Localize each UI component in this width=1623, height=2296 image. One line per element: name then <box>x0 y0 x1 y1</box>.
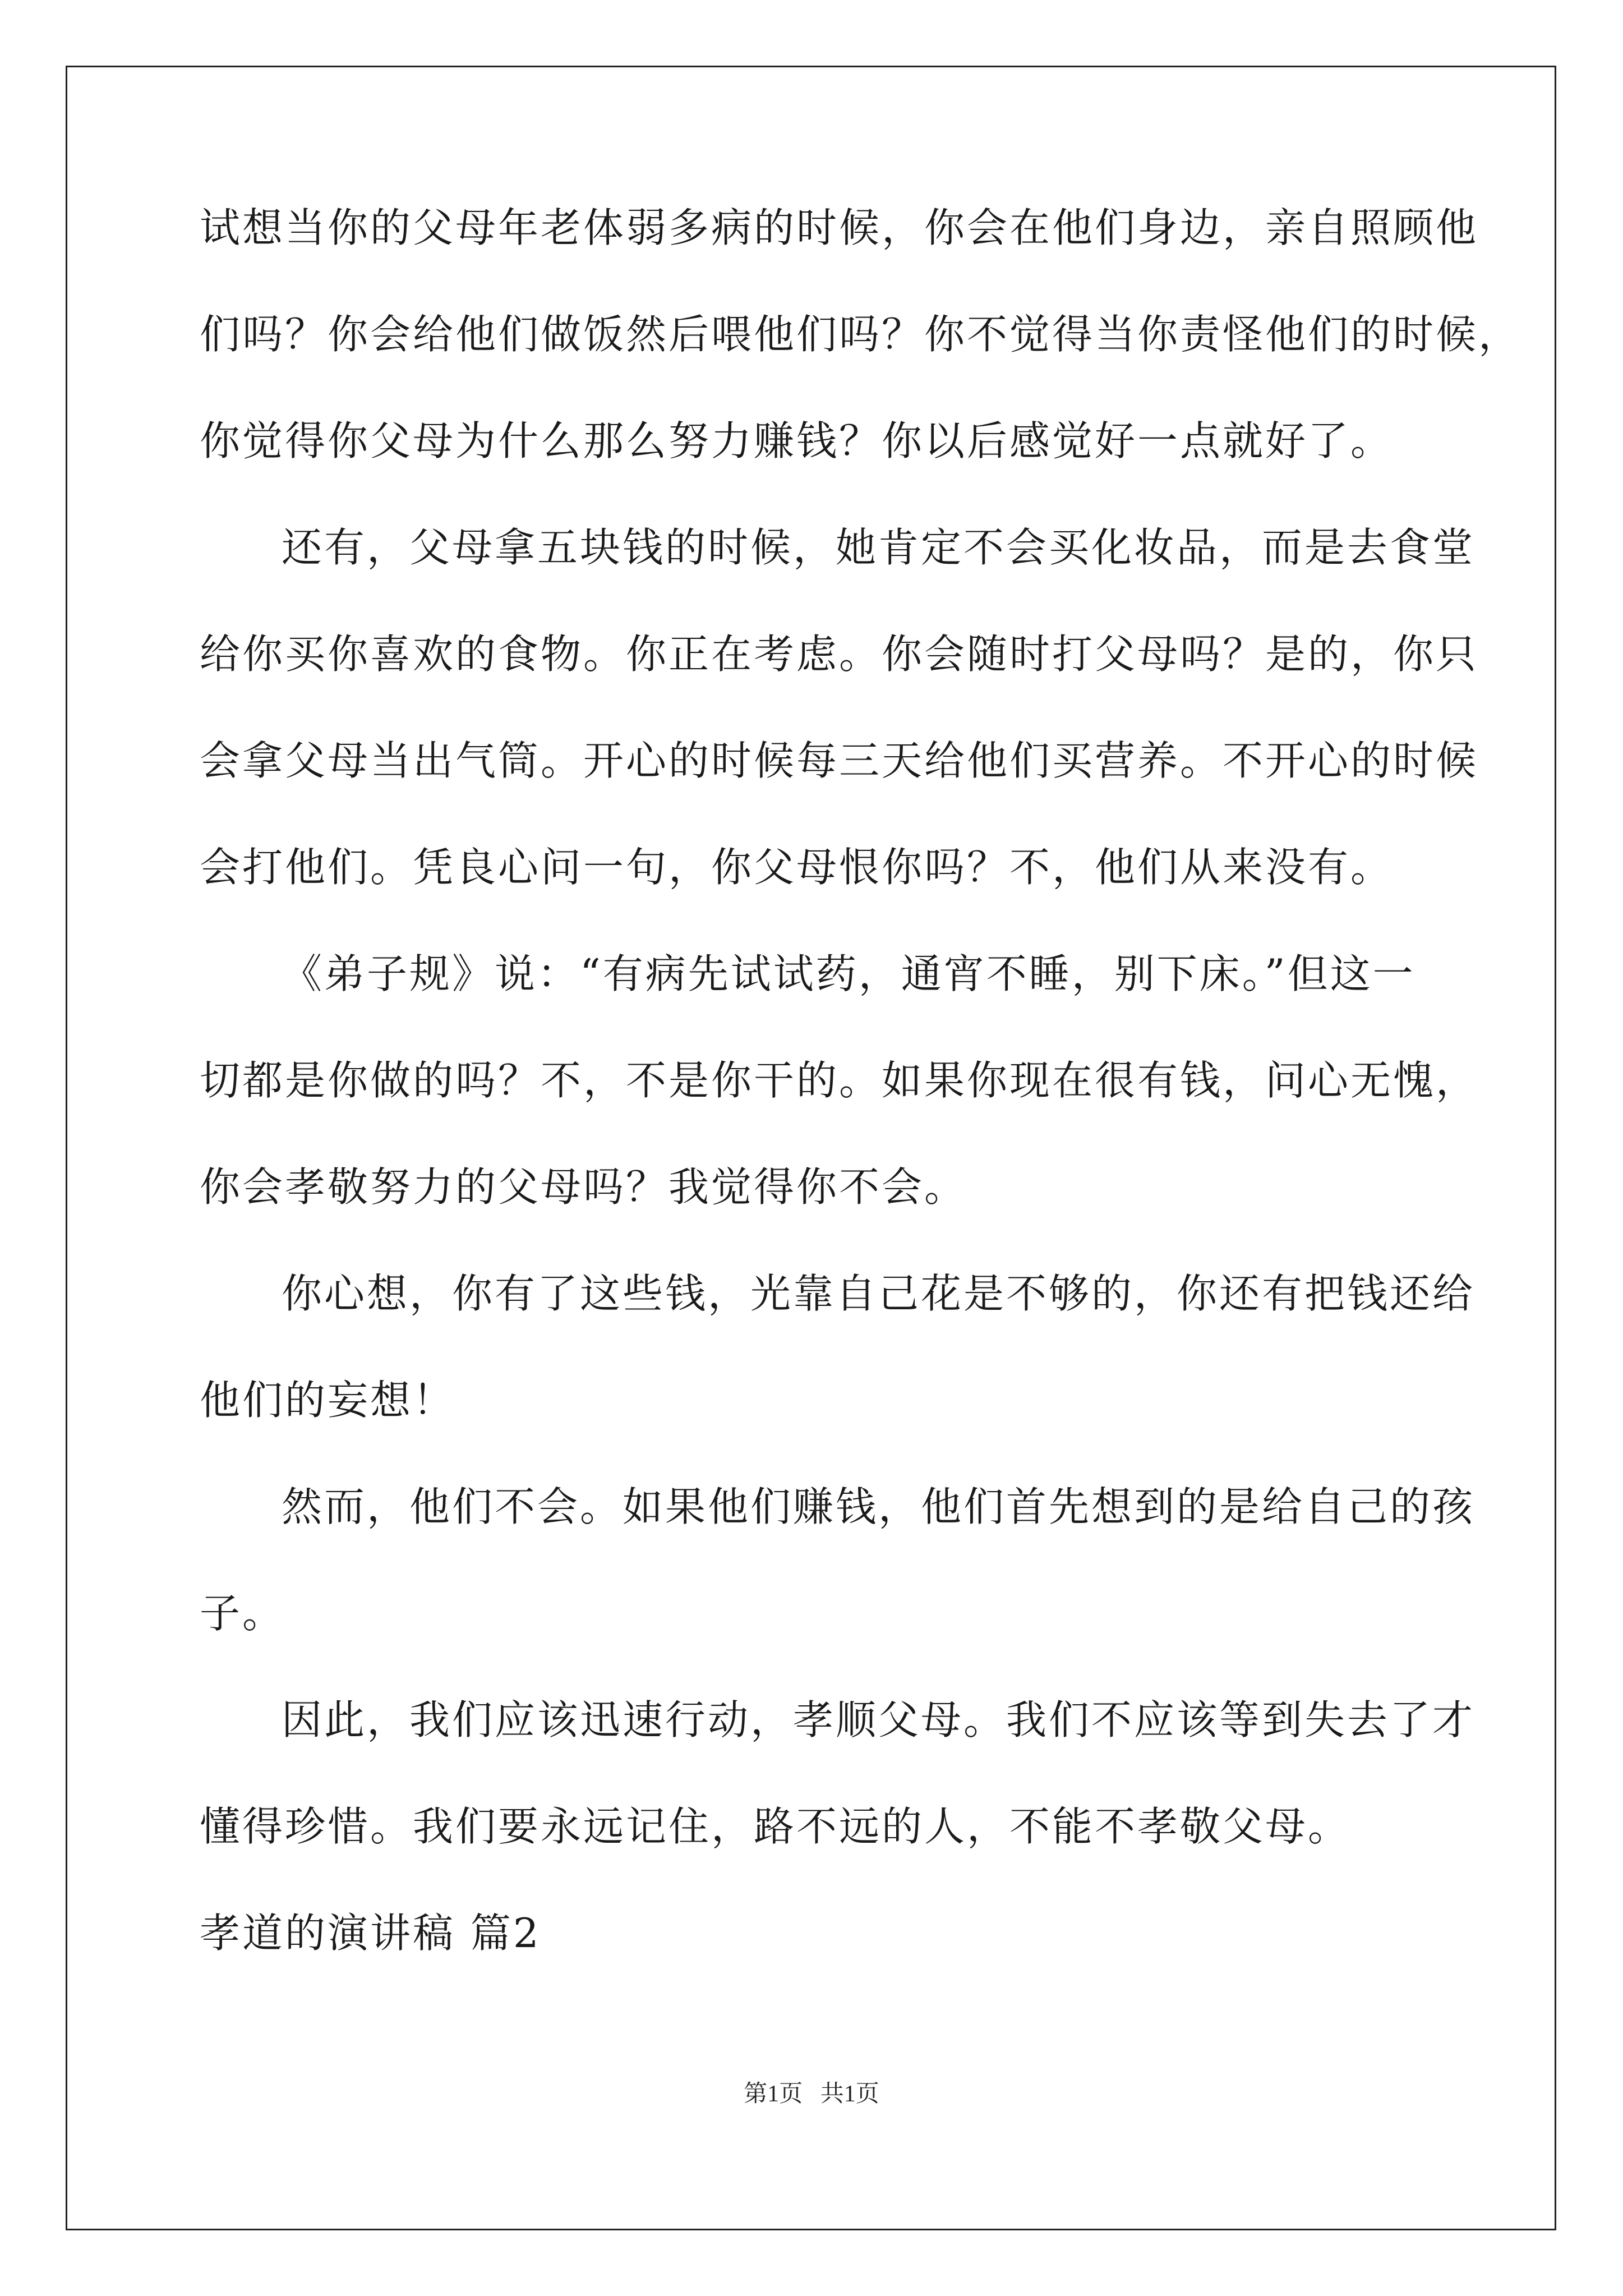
text-line: 懂得珍惜。我们要永远记住，路不远的人，不能不孝敬父母。 <box>200 1803 1351 1850</box>
text-line: 试想当你的父母年老体弱多病的时候，你会在他们身边，亲自照顾他 <box>200 204 1479 251</box>
section-heading: 孝道的演讲稿 篇2 <box>200 1910 541 1957</box>
page-footer: 第1页 共1页 <box>744 2081 879 2107</box>
paragraph-start-line: 然而，他们不会。如果他们赚钱，他们首先想到的是给自己的孩 <box>282 1483 1476 1530</box>
text-line: 会拿父母当出气筒。开心的时候每三天给他们买营养。不开心的时候 <box>200 737 1479 784</box>
document-body <box>200 204 1521 2019</box>
text-line: 你会孝敬努力的父母吗？我觉得你不会。 <box>200 1163 967 1211</box>
paragraph-start-line: 因此，我们应该迅速行动，孝顺父母。我们不应该等到失去了才 <box>282 1696 1476 1743</box>
text-line: 你觉得你父母为什么那么努力赚钱？你以后感觉好一点就好了。 <box>200 417 1394 464</box>
paragraph-start-line: 还有，父母拿五块钱的时候，她肯定不会买化妆品，而是去食堂 <box>282 524 1476 571</box>
paragraph-start-line: 你心想，你有了这些钱，光靠自己花是不够的，你还有把钱还给 <box>282 1270 1476 1317</box>
text-line: 他们的妄想！ <box>200 1377 456 1424</box>
text-line: 给你买你喜欢的食物。你正在考虑。你会随时打父母吗？是的，你只 <box>200 631 1479 678</box>
text-line: 子。 <box>200 1590 285 1637</box>
text-line: 切都是你做的吗？不，不是你干的。如果你现在很有钱，问心无愧， <box>200 1057 1479 1104</box>
text-line: 们吗？你会给他们做饭然后喂他们吗？你不觉得当你责怪他们的时候， <box>200 311 1521 358</box>
paragraph-start-line: 《弟子规》说：“有病先试试药，通宵不睡，别下床。”但这一 <box>282 950 1415 997</box>
text-line: 会打他们。凭良心问一句，你父母恨你吗？不，他们从来没有。 <box>200 844 1394 891</box>
